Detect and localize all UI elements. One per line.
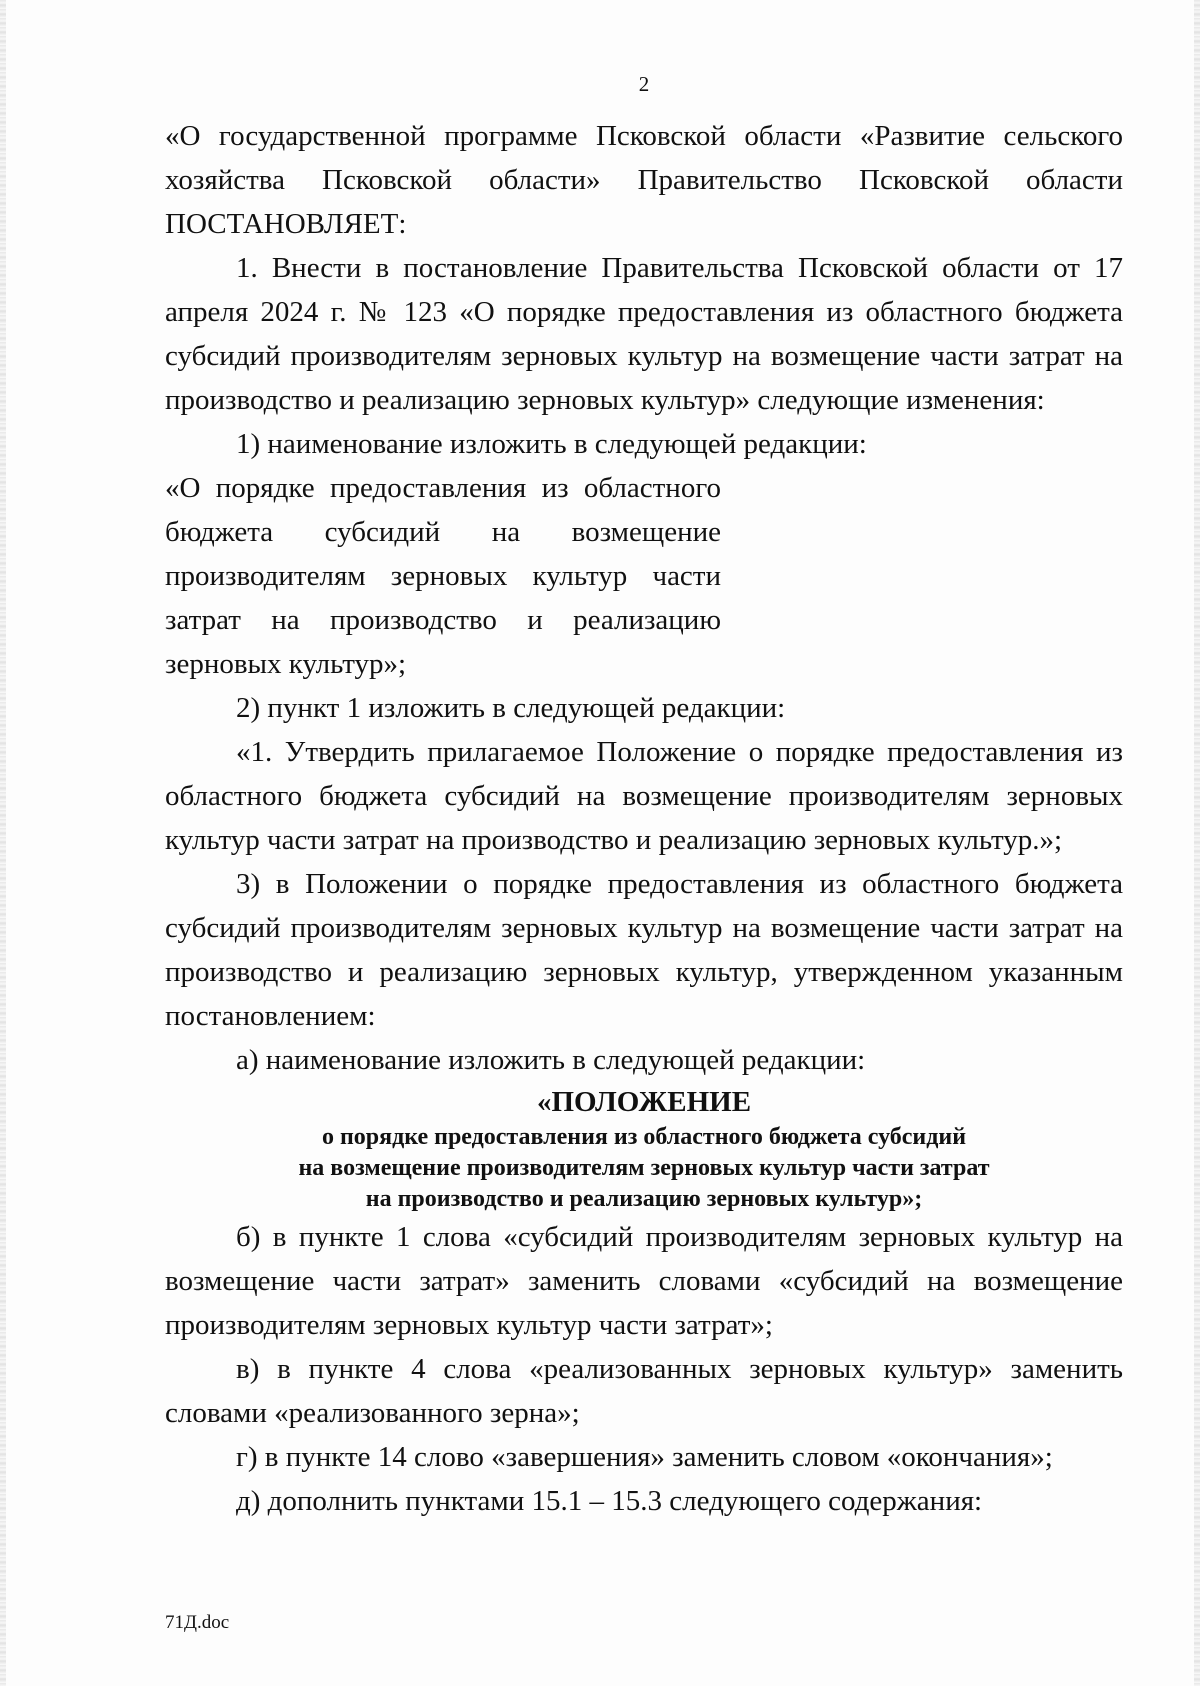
regulation-heading-line: на производство и реализацию зерновых культур»; <box>365 1186 923 1212</box>
quoted-title-line: зерновых культур»; <box>165 648 407 680</box>
regulation-heading-title: «ПОЛОЖЕНИЕ <box>536 1086 752 1118</box>
quoted-title-line: бюджета субсидий на возмещение <box>165 516 721 548</box>
paragraph-subitem-2: 2) пункт 1 изложить в следующей редакции: <box>236 692 786 724</box>
quoted-title-line: затрат на производство и реализацию <box>165 604 721 636</box>
paragraph-subitem-b: б) в пункте 1 слова «субсидий производителям зерновых культур на возмещение части затрат» заменить словами «субсидий на возмещение производителям зерновых культур части затрат»; <box>165 1221 1123 1341</box>
regulation-heading-line: на возмещение производителям зерновых культур части затрат <box>298 1155 990 1181</box>
regulation-heading-line: о порядке предоставления из областного бюджета субсидий <box>321 1124 967 1150</box>
paragraph-subitem-2-text: «1. Утвердить прилагаемое Положение о порядке предоставления из областного бюджета субсидий на возмещение производителям зерновых культур части затрат на производство и реализацию зерновых культур.»; <box>165 736 1123 856</box>
document-body <box>165 114 1123 1523</box>
page-number: 2 <box>638 72 650 96</box>
scan-edge-right <box>1194 0 1200 1686</box>
paragraph-subitem-v: в) в пункте 4 слова «реализованных зерновых культур» заменить словами «реализованного зерна»; <box>165 1353 1123 1429</box>
quoted-title-line: «О порядке предоставления из областного <box>165 472 721 504</box>
document-footer-filename: 71Д.doc <box>165 1612 230 1633</box>
quoted-title-block <box>165 466 721 686</box>
paragraph-subitem-g: г) в пункте 14 слово «завершения» заменить словом «окончания»; <box>236 1441 1053 1473</box>
paragraph-intro: «О государственной программе Псковской области «Развитие сельского хозяйства Псковской области» Правительство Псковской области ПОСТАНОВЛЯЕТ: <box>165 120 1123 240</box>
paragraph-subitem-3: 3) в Положении о порядке предоставления из областного бюджета субсидий производителям зерновых культур на возмещение части затрат на производство и реализацию зерновых культур, утвержденном указанным постановлением: <box>165 868 1123 1032</box>
quoted-title-line: производителям зерновых культур части <box>165 560 721 592</box>
paragraph-item-1: 1. Внести в постановление Правительства Псковской области от 17 апреля 2024 г. № 123 «О порядке предоставления из областного бюджета субсидий производителям зерновых культур на возмещение части затрат на производство и реализацию зерновых культур» следующие изменения: <box>165 252 1123 416</box>
scan-edge-left <box>0 0 6 1686</box>
paragraph-subitem-a: а) наименование изложить в следующей редакции: <box>236 1044 866 1076</box>
paragraph-subitem-d: д) дополнить пунктами 15.1 – 15.3 следующего содержания: <box>236 1485 983 1517</box>
paragraph-subitem-1: 1) наименование изложить в следующей редакции: <box>236 428 867 460</box>
